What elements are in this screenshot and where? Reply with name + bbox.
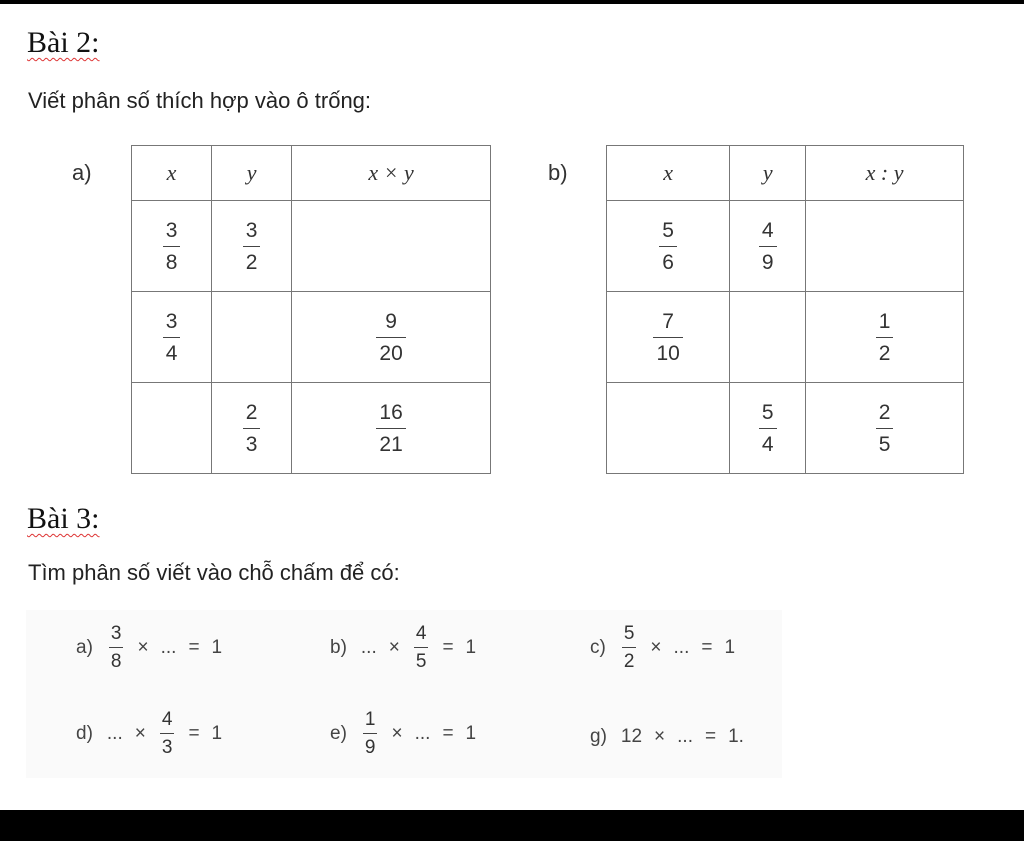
fraction xyxy=(363,710,378,757)
header-cell: x : y xyxy=(806,146,964,201)
equals-symbol: = xyxy=(188,636,200,658)
blank-dots: ... xyxy=(673,636,690,658)
equation-label: g) xyxy=(590,726,607,747)
fraction xyxy=(759,220,777,273)
header-cell: y xyxy=(212,146,292,201)
fraction-denominator: 5 xyxy=(876,428,894,455)
equation-e xyxy=(330,710,482,757)
value-cell xyxy=(132,292,212,383)
value-cell xyxy=(607,201,730,292)
times-symbol: × xyxy=(137,636,149,658)
number: 1 xyxy=(465,722,477,744)
value-cell xyxy=(292,383,491,474)
fraction-numerator: 5 xyxy=(662,218,674,242)
blank-dots: ... xyxy=(414,722,431,744)
equation-label: e) xyxy=(330,722,347,744)
equation-d xyxy=(76,710,228,757)
header-cell: x xyxy=(132,146,212,201)
fraction-denominator: 4 xyxy=(759,428,777,455)
table-b xyxy=(606,145,964,474)
fraction-denominator: 2 xyxy=(876,337,894,364)
fraction-numerator: 1 xyxy=(878,309,891,333)
fraction-numerator: 3 xyxy=(110,623,122,644)
header-cell: y xyxy=(730,146,806,201)
equation-c xyxy=(590,624,741,671)
fraction-denominator: 20 xyxy=(376,337,405,364)
blank-cell xyxy=(806,201,964,292)
fraction xyxy=(659,220,677,273)
fraction-denominator: 6 xyxy=(659,246,677,273)
fraction xyxy=(243,402,261,455)
fraction-denominator: 3 xyxy=(160,733,175,757)
bai2-heading: Bài 2: xyxy=(27,26,100,59)
equation-label: d) xyxy=(76,722,93,744)
number: 1. xyxy=(728,726,744,747)
fraction-numerator: 2 xyxy=(245,400,258,424)
fraction xyxy=(376,402,405,455)
table-row xyxy=(607,201,964,292)
fraction-numerator: 4 xyxy=(761,218,774,242)
equation-a xyxy=(76,624,228,671)
fraction xyxy=(109,624,124,671)
value-cell xyxy=(730,383,806,474)
fraction-numerator: 2 xyxy=(878,400,891,424)
table-b-label: b) xyxy=(548,160,568,185)
equals-symbol: = xyxy=(188,722,200,744)
equation-g xyxy=(590,726,750,748)
fraction-numerator: 5 xyxy=(623,623,635,644)
equals-symbol: = xyxy=(442,722,454,744)
fraction-numerator: 3 xyxy=(165,218,178,242)
blank-cell xyxy=(730,292,806,383)
blank-cell xyxy=(292,201,491,292)
equals-symbol: = xyxy=(705,726,717,747)
blank-cell xyxy=(132,383,212,474)
fraction xyxy=(876,311,894,364)
fraction-numerator: 9 xyxy=(385,309,397,333)
value-cell xyxy=(806,292,964,383)
fraction-denominator: 9 xyxy=(363,733,378,757)
fraction-numerator: 4 xyxy=(161,709,173,730)
fraction xyxy=(243,220,261,273)
equation-label: a) xyxy=(76,636,93,658)
blank-cell xyxy=(212,292,292,383)
fraction-denominator: 4 xyxy=(163,337,181,364)
number: 12 xyxy=(620,726,643,747)
bai2-instruction: Viết phân số thích hợp vào ô trống: xyxy=(28,88,372,113)
fraction-numerator: 16 xyxy=(379,400,403,424)
table-row xyxy=(607,383,964,474)
blank-dots: ... xyxy=(106,722,123,744)
value-cell xyxy=(730,201,806,292)
times-symbol: × xyxy=(650,636,662,658)
fraction-numerator: 1 xyxy=(364,709,376,730)
fraction xyxy=(876,402,894,455)
fraction xyxy=(653,311,682,364)
table-row xyxy=(132,383,491,474)
fraction-numerator: 4 xyxy=(415,623,427,644)
fraction-numerator: 3 xyxy=(245,218,258,242)
fraction-denominator: 2 xyxy=(622,647,637,671)
blank-cell xyxy=(607,383,730,474)
fraction xyxy=(163,311,181,364)
table-a-label: a) xyxy=(72,160,92,185)
times-symbol: × xyxy=(391,722,403,744)
fraction-denominator: 8 xyxy=(163,246,181,273)
fraction-denominator: 10 xyxy=(653,337,682,364)
value-cell xyxy=(132,201,212,292)
table-a xyxy=(131,145,491,474)
value-cell xyxy=(212,383,292,474)
blank-dots: ... xyxy=(360,636,377,658)
fraction xyxy=(160,710,175,757)
equals-symbol: = xyxy=(442,636,454,658)
value-cell xyxy=(806,383,964,474)
equals-symbol: = xyxy=(701,636,713,658)
fraction-numerator: 3 xyxy=(165,309,178,333)
value-cell xyxy=(607,292,730,383)
table-row xyxy=(132,292,491,383)
fraction-denominator: 8 xyxy=(109,647,124,671)
fraction-denominator: 3 xyxy=(243,428,261,455)
fraction xyxy=(414,624,429,671)
number: 1 xyxy=(465,636,477,658)
bai3-heading: Bài 3: xyxy=(27,502,100,535)
times-symbol: × xyxy=(388,636,400,658)
header-cell: x × y xyxy=(292,146,491,201)
header-cell: x xyxy=(607,146,730,201)
equation-label: c) xyxy=(590,636,606,658)
fraction xyxy=(376,311,405,364)
fraction xyxy=(622,624,637,671)
fraction-denominator: 9 xyxy=(759,246,777,273)
equation-b xyxy=(330,624,482,671)
fraction-denominator: 5 xyxy=(414,647,429,671)
table-row xyxy=(132,201,491,292)
number: 1 xyxy=(211,636,223,658)
fraction-denominator: 2 xyxy=(243,246,261,273)
number: 1 xyxy=(724,636,736,658)
fraction-numerator: 7 xyxy=(662,309,674,333)
number: 1 xyxy=(211,722,223,744)
value-cell xyxy=(212,201,292,292)
blank-dots: ... xyxy=(160,636,177,658)
bai3-instruction: Tìm phân số viết vào chỗ chấm để có: xyxy=(28,560,400,585)
fraction xyxy=(163,220,181,273)
worksheet-page xyxy=(0,4,1024,810)
blank-dots: ... xyxy=(677,726,693,747)
table-header-row xyxy=(607,146,964,201)
times-symbol: × xyxy=(134,722,146,744)
table-header-row xyxy=(132,146,491,201)
value-cell xyxy=(292,292,491,383)
table-row xyxy=(607,292,964,383)
fraction-denominator: 21 xyxy=(376,428,405,455)
fraction xyxy=(759,402,777,455)
fraction-numerator: 5 xyxy=(761,400,774,424)
times-symbol: × xyxy=(654,726,666,747)
equation-label: b) xyxy=(330,636,347,658)
